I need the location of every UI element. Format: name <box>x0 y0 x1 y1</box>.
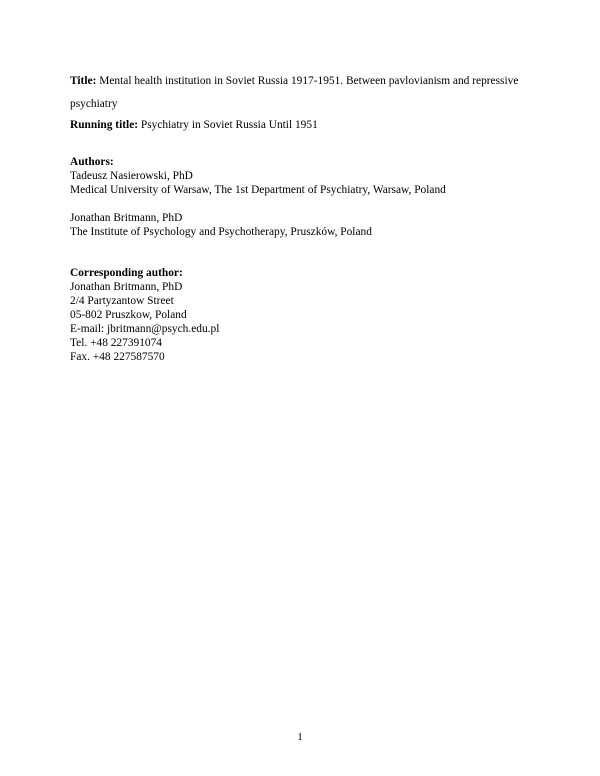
corresponding-name: Jonathan Britmann, PhD <box>70 281 183 293</box>
corresponding-street: 2/4 Partyzantow Street <box>70 295 174 307</box>
author-affiliation: The Institute of Psychology and Psychotherapy, Pruszków, Poland <box>70 226 372 238</box>
title-paragraph <box>70 70 540 116</box>
page-number: 1 <box>297 731 303 743</box>
title-text: Mental health institution in Soviet Russia 1917-1951. Between pavlovianism and repressive psychiatry <box>70 75 519 110</box>
corresponding-tel: Tel. +48 227391074 <box>70 337 162 349</box>
running-title-text: Psychiatry in Soviet Russia Until 1951 <box>138 119 318 131</box>
author-name: Tadeusz Nasierowski, PhD <box>70 170 193 182</box>
corresponding-fax: Fax. +48 227587570 <box>70 351 165 363</box>
title-label: Title: <box>70 75 97 87</box>
corresponding-author-heading: Corresponding author: <box>70 267 183 279</box>
author-name: Jonathan Britmann, PhD <box>70 212 183 224</box>
running-title-paragraph <box>70 117 540 134</box>
corresponding-email: E-mail: jbritmann@psych.edu.pl <box>70 323 220 335</box>
author-affiliation: Medical University of Warsaw, The 1st Department of Psychiatry, Warsaw, Poland <box>70 184 446 196</box>
title-page-content <box>70 70 540 364</box>
running-title-label: Running title: <box>70 119 139 131</box>
corresponding-city: 05-802 Pruszkow, Poland <box>70 309 187 321</box>
second-author <box>70 211 540 239</box>
corresponding-author-section <box>70 266 540 364</box>
authors-heading: Authors: <box>70 156 114 168</box>
authors-section <box>70 155 540 239</box>
